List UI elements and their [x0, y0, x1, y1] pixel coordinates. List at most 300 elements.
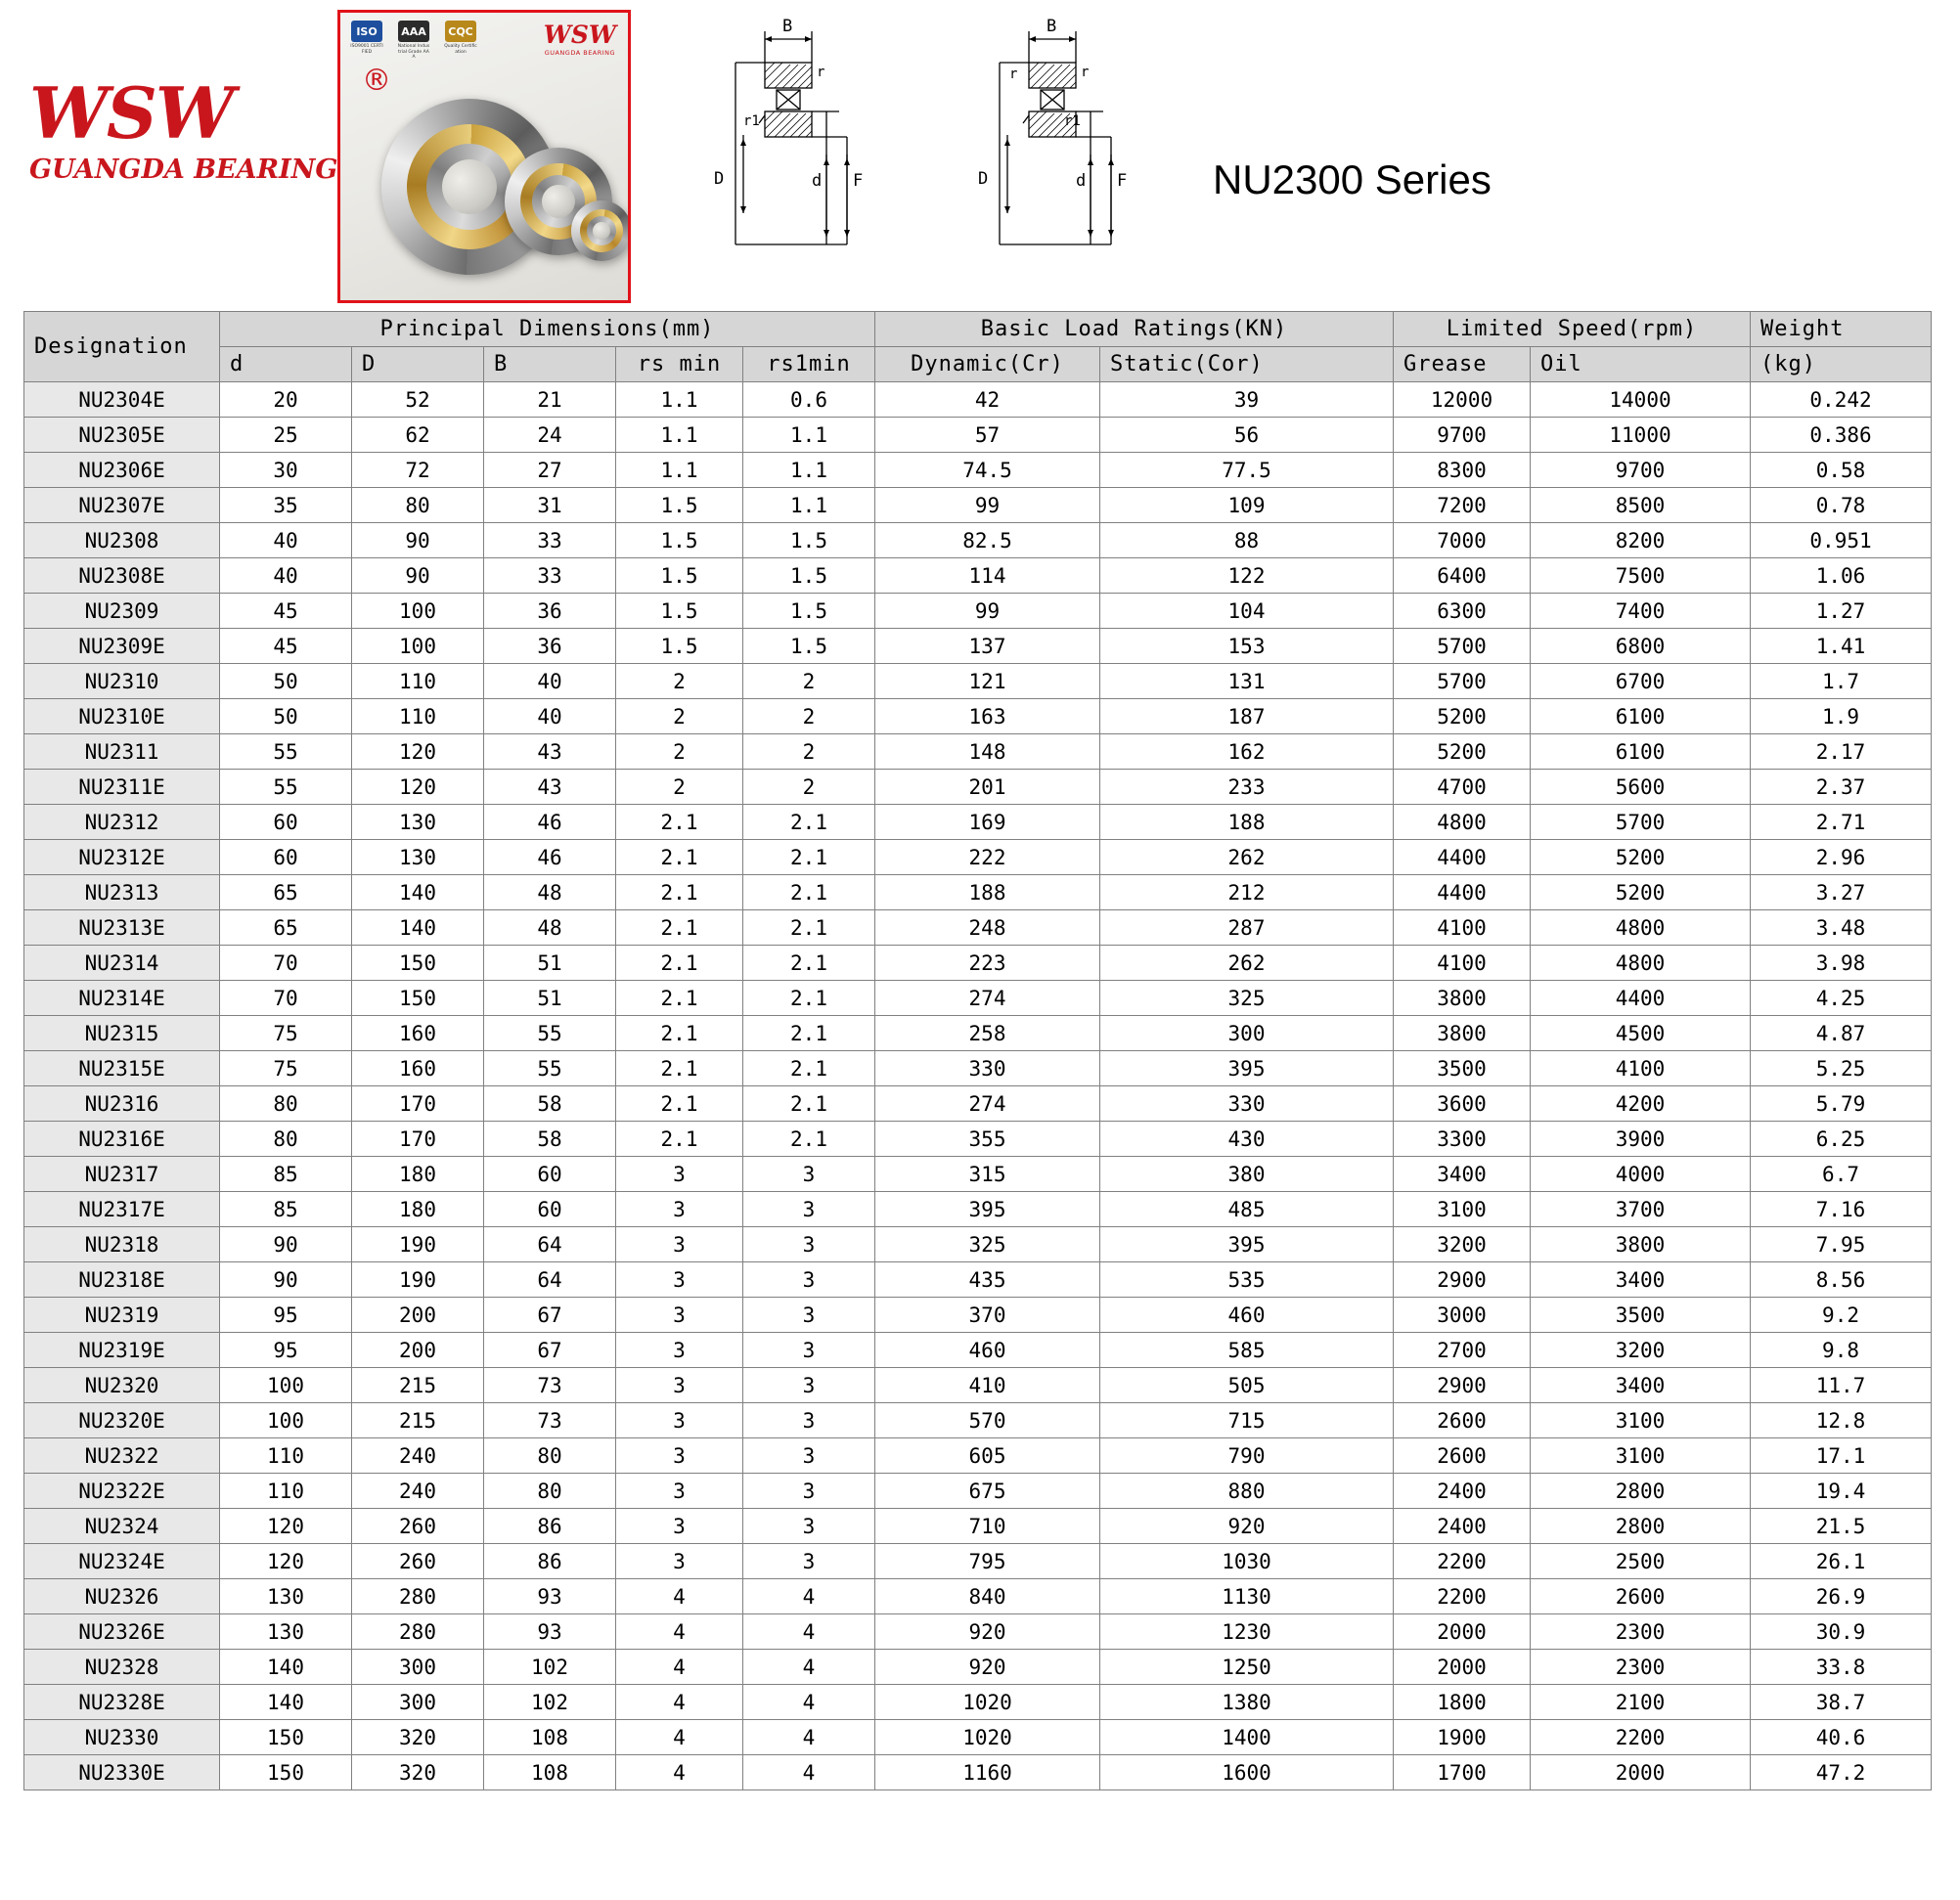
- cell-value: 1.5: [743, 558, 875, 594]
- cell-value: 3: [743, 1262, 875, 1298]
- cell-value: 300: [352, 1650, 484, 1685]
- table-row: [24, 805, 1932, 840]
- cell-value: 320: [352, 1755, 484, 1790]
- cell-value: 790: [1100, 1438, 1394, 1474]
- cell-value: 11000: [1531, 418, 1751, 453]
- cell-value: 2.1: [743, 1051, 875, 1086]
- cell-value: 75: [220, 1051, 352, 1086]
- cell-value: 120: [352, 770, 484, 805]
- cell-value: 12000: [1394, 382, 1531, 418]
- cell-value: 3800: [1531, 1227, 1751, 1262]
- cell-value: 4800: [1531, 910, 1751, 946]
- cell-value: 460: [875, 1333, 1100, 1368]
- cell-value: 3: [743, 1509, 875, 1544]
- label-B: B: [1047, 18, 1057, 36]
- cross-section-svg-1: [675, 18, 919, 282]
- cell-value: 2.1: [743, 910, 875, 946]
- cell-value: 2300: [1531, 1614, 1751, 1650]
- cell-value: 320: [352, 1720, 484, 1755]
- table-row: [24, 910, 1932, 946]
- cell-value: 1230: [1100, 1614, 1394, 1650]
- cell-value: 5600: [1531, 770, 1751, 805]
- cell-designation: NU2313E: [24, 910, 220, 946]
- cell-value: 1.1: [743, 453, 875, 488]
- cell-value: 163: [875, 699, 1100, 734]
- label-d: d: [812, 171, 823, 191]
- cell-value: 2: [743, 664, 875, 699]
- cell-value: 3400: [1394, 1157, 1531, 1192]
- cell-value: 75: [220, 1016, 352, 1051]
- cell-value: 38.7: [1751, 1685, 1932, 1720]
- cell-value: 9700: [1531, 453, 1751, 488]
- cell-value: 46: [484, 840, 616, 875]
- cell-value: 33: [484, 523, 616, 558]
- cell-value: 60: [220, 805, 352, 840]
- cert-aaa: [397, 21, 430, 61]
- cell-value: 140: [352, 910, 484, 946]
- cell-designation: NU2330: [24, 1720, 220, 1755]
- cell-designation: NU2315E: [24, 1051, 220, 1086]
- cell-value: 169: [875, 805, 1100, 840]
- cell-value: 100: [220, 1368, 352, 1403]
- cell-value: 2.1: [743, 946, 875, 981]
- cell-value: 25: [220, 418, 352, 453]
- cell-value: 4400: [1394, 875, 1531, 910]
- cell-value: 74.5: [875, 453, 1100, 488]
- cell-designation: NU2317E: [24, 1192, 220, 1227]
- cell-value: 114: [875, 558, 1100, 594]
- cell-value: 6400: [1394, 558, 1531, 594]
- cell-value: 2.1: [743, 1016, 875, 1051]
- cell-value: 50: [220, 699, 352, 734]
- header-grease: Grease: [1394, 347, 1531, 382]
- label-D: D: [978, 169, 989, 189]
- cell-value: 4: [743, 1579, 875, 1614]
- cell-value: 920: [875, 1614, 1100, 1650]
- cell-value: 395: [1100, 1051, 1394, 1086]
- cell-value: 5700: [1531, 805, 1751, 840]
- cell-value: 2000: [1394, 1614, 1531, 1650]
- cell-value: 17.1: [1751, 1438, 1932, 1474]
- cell-value: 110: [220, 1438, 352, 1474]
- cell-value: 100: [352, 594, 484, 629]
- cell-value: 1.5: [743, 594, 875, 629]
- cell-value: 215: [352, 1368, 484, 1403]
- cell-value: 3300: [1394, 1122, 1531, 1157]
- cell-value: 140: [352, 875, 484, 910]
- label-r1: r1: [1064, 113, 1081, 129]
- cell-value: 5200: [1394, 699, 1531, 734]
- cell-value: 0.386: [1751, 418, 1932, 453]
- cell-value: 102: [484, 1650, 616, 1685]
- cell-value: 7400: [1531, 594, 1751, 629]
- cell-value: 150: [220, 1720, 352, 1755]
- cell-value: 65: [220, 910, 352, 946]
- cell-value: 2300: [1531, 1650, 1751, 1685]
- table-group-header-row: [24, 312, 1932, 347]
- cell-value: 190: [352, 1227, 484, 1262]
- cell-value: 109: [1100, 488, 1394, 523]
- table-sub-header-row: [24, 347, 1932, 382]
- cell-value: 33.8: [1751, 1650, 1932, 1685]
- cell-value: 3: [616, 1544, 743, 1579]
- cell-value: 26.9: [1751, 1579, 1932, 1614]
- cell-value: 1.41: [1751, 629, 1932, 664]
- cell-value: 3500: [1394, 1051, 1531, 1086]
- cell-designation: NU2308E: [24, 558, 220, 594]
- table-row: [24, 1544, 1932, 1579]
- cell-value: 102: [484, 1685, 616, 1720]
- header-oil: Oil: [1531, 347, 1751, 382]
- cell-value: 3100: [1531, 1403, 1751, 1438]
- cell-designation: NU2324E: [24, 1544, 220, 1579]
- cell-value: 1.5: [616, 594, 743, 629]
- cell-designation: NU2319: [24, 1298, 220, 1333]
- cell-value: 3100: [1531, 1438, 1751, 1474]
- cell-value: 274: [875, 1086, 1100, 1122]
- cell-value: 2: [743, 770, 875, 805]
- cell-value: 21: [484, 382, 616, 418]
- cross-section-svg-2: [939, 18, 1183, 282]
- certification-marks: [350, 21, 477, 61]
- header-principal-dimensions: Principal Dimensions(mm): [220, 312, 875, 347]
- cell-value: 67: [484, 1333, 616, 1368]
- cell-value: 395: [875, 1192, 1100, 1227]
- cell-value: 2600: [1394, 1438, 1531, 1474]
- table-row: [24, 1227, 1932, 1262]
- cell-value: 3: [743, 1192, 875, 1227]
- cell-value: 3: [743, 1474, 875, 1509]
- cell-value: 2000: [1394, 1650, 1531, 1685]
- cell-value: 2.1: [616, 875, 743, 910]
- cell-value: 3: [743, 1157, 875, 1192]
- cell-value: 840: [875, 1579, 1100, 1614]
- cell-value: 40: [220, 523, 352, 558]
- header-weight: Weight: [1751, 312, 1932, 347]
- cell-value: 435: [875, 1262, 1100, 1298]
- cell-value: 3800: [1394, 981, 1531, 1016]
- nu-bearing-cross-section-1: [675, 18, 919, 282]
- cell-value: 3: [743, 1298, 875, 1333]
- cell-value: 24: [484, 418, 616, 453]
- cell-value: 2.1: [616, 1016, 743, 1051]
- cell-value: 7200: [1394, 488, 1531, 523]
- cell-value: 4200: [1531, 1086, 1751, 1122]
- cell-value: 920: [875, 1650, 1100, 1685]
- photo-brand-subtext: GUANGDA BEARING: [544, 49, 616, 57]
- cell-value: 160: [352, 1016, 484, 1051]
- photo-brand-logo: [544, 22, 616, 57]
- cell-value: 70: [220, 981, 352, 1016]
- cell-value: 150: [220, 1755, 352, 1790]
- cell-value: 99: [875, 488, 1100, 523]
- cell-value: 99: [875, 594, 1100, 629]
- cell-value: 2.1: [616, 1051, 743, 1086]
- cell-value: 58: [484, 1086, 616, 1122]
- cell-value: 3700: [1531, 1192, 1751, 1227]
- cell-value: 4: [616, 1579, 743, 1614]
- cell-value: 130: [352, 805, 484, 840]
- cell-value: 3: [743, 1227, 875, 1262]
- cell-value: 148: [875, 734, 1100, 770]
- cell-designation: NU2309E: [24, 629, 220, 664]
- table-row: [24, 946, 1932, 981]
- cell-value: 1900: [1394, 1720, 1531, 1755]
- cell-designation: NU2318E: [24, 1262, 220, 1298]
- cert-aaa-mark: AAA: [398, 21, 429, 42]
- table-row: [24, 629, 1932, 664]
- cell-value: 6100: [1531, 734, 1751, 770]
- cell-value: 140: [220, 1650, 352, 1685]
- cell-value: 274: [875, 981, 1100, 1016]
- logo-brand-text: WSW: [29, 71, 233, 155]
- cell-value: 240: [352, 1438, 484, 1474]
- cell-value: 150: [352, 946, 484, 981]
- cell-value: 505: [1100, 1368, 1394, 1403]
- cell-value: 47.2: [1751, 1755, 1932, 1790]
- header-rs-min: rs min: [616, 347, 743, 382]
- cert-iso-caption: ISO9001 CERTIFIED: [350, 44, 383, 55]
- cell-designation: NU2326E: [24, 1614, 220, 1650]
- cell-value: 2.1: [743, 840, 875, 875]
- cell-value: 1700: [1394, 1755, 1531, 1790]
- cell-value: 2400: [1394, 1474, 1531, 1509]
- cell-value: 60: [484, 1157, 616, 1192]
- cell-value: 4: [616, 1685, 743, 1720]
- cell-value: 4800: [1394, 805, 1531, 840]
- table-row: [24, 1509, 1932, 1544]
- cell-value: 1.5: [616, 488, 743, 523]
- cell-value: 8.56: [1751, 1262, 1932, 1298]
- cell-value: 137: [875, 629, 1100, 664]
- cell-value: 570: [875, 1403, 1100, 1438]
- cell-designation: NU2305E: [24, 418, 220, 453]
- cell-designation: NU2318: [24, 1227, 220, 1262]
- cell-value: 64: [484, 1262, 616, 1298]
- cell-value: 2.1: [616, 1086, 743, 1122]
- table-row: [24, 523, 1932, 558]
- cell-value: 55: [220, 734, 352, 770]
- cell-value: 46: [484, 805, 616, 840]
- cell-value: 2.1: [616, 840, 743, 875]
- cell-value: 2: [616, 770, 743, 805]
- cell-value: 430: [1100, 1122, 1394, 1157]
- table-row: [24, 558, 1932, 594]
- cell-value: 3: [616, 1474, 743, 1509]
- cell-value: 85: [220, 1157, 352, 1192]
- table-row: [24, 770, 1932, 805]
- cell-value: 130: [220, 1579, 352, 1614]
- cell-value: 39: [1100, 382, 1394, 418]
- cell-value: 287: [1100, 910, 1394, 946]
- cell-value: 67: [484, 1298, 616, 1333]
- cell-value: 43: [484, 734, 616, 770]
- cell-value: 64: [484, 1227, 616, 1262]
- cell-value: 95: [220, 1298, 352, 1333]
- cell-value: 3600: [1394, 1086, 1531, 1122]
- header-D: D: [352, 347, 484, 382]
- bearing-specification-table: [23, 311, 1932, 1790]
- cell-value: 3: [616, 1227, 743, 1262]
- label-r: r: [1081, 65, 1090, 80]
- cell-value: 0.242: [1751, 382, 1932, 418]
- cell-value: 121: [875, 664, 1100, 699]
- table-row: [24, 1685, 1932, 1720]
- photo-brand-text: WSW: [543, 21, 616, 49]
- logo-subtitle-text: GUANGDA BEARING: [29, 155, 338, 185]
- cell-value: 9700: [1394, 418, 1531, 453]
- cell-value: 72: [352, 453, 484, 488]
- cert-cqc-caption: Quality Certification: [444, 44, 477, 55]
- cell-value: 4: [743, 1614, 875, 1650]
- cell-value: 380: [1100, 1157, 1394, 1192]
- label-d: d: [1076, 171, 1087, 191]
- page-title: NU2300 Series: [1213, 156, 1492, 202]
- cell-value: 3: [616, 1298, 743, 1333]
- cell-value: 2200: [1394, 1544, 1531, 1579]
- cell-value: 1.5: [616, 523, 743, 558]
- page-header: [0, 0, 1960, 311]
- cell-value: 27: [484, 453, 616, 488]
- cell-value: 52: [352, 382, 484, 418]
- cell-designation: NU2311: [24, 734, 220, 770]
- cell-value: 95: [220, 1333, 352, 1368]
- table-row: [24, 664, 1932, 699]
- cell-designation: NU2319E: [24, 1333, 220, 1368]
- cell-designation: NU2326: [24, 1579, 220, 1614]
- header-d: d: [220, 347, 352, 382]
- cert-cqc: [444, 21, 477, 55]
- table-row: [24, 1298, 1932, 1333]
- cell-value: 2700: [1394, 1333, 1531, 1368]
- table-row: [24, 1051, 1932, 1086]
- cell-value: 201: [875, 770, 1100, 805]
- table-row: [24, 1438, 1932, 1474]
- cell-value: 1380: [1100, 1685, 1394, 1720]
- cell-value: 3100: [1394, 1192, 1531, 1227]
- cell-value: 62: [352, 418, 484, 453]
- cell-value: 6.7: [1751, 1157, 1932, 1192]
- cell-value: 55: [220, 770, 352, 805]
- cell-value: 325: [1100, 981, 1394, 1016]
- cell-value: 21.5: [1751, 1509, 1932, 1544]
- cell-value: 4800: [1531, 946, 1751, 981]
- cell-value: 2: [743, 734, 875, 770]
- cell-value: 3.27: [1751, 875, 1932, 910]
- cell-value: 4500: [1531, 1016, 1751, 1051]
- cell-value: 280: [352, 1614, 484, 1650]
- cell-value: 3000: [1394, 1298, 1531, 1333]
- table-row: [24, 382, 1932, 418]
- cell-value: 162: [1100, 734, 1394, 770]
- cell-value: 40: [484, 699, 616, 734]
- cell-value: 2.1: [616, 981, 743, 1016]
- cell-value: 8300: [1394, 453, 1531, 488]
- table-row: [24, 840, 1932, 875]
- cell-value: 65: [220, 875, 352, 910]
- cell-value: 1.7: [1751, 664, 1932, 699]
- cell-value: 3: [743, 1403, 875, 1438]
- cell-value: 3200: [1394, 1227, 1531, 1262]
- cell-value: 80: [352, 488, 484, 523]
- cell-value: 8500: [1531, 488, 1751, 523]
- cell-value: 1.9: [1751, 699, 1932, 734]
- cell-value: 3: [616, 1192, 743, 1227]
- cell-value: 460: [1100, 1298, 1394, 1333]
- cell-value: 1.1: [616, 382, 743, 418]
- header-weight-unit: (kg): [1751, 347, 1932, 382]
- cell-value: 4: [616, 1720, 743, 1755]
- cell-value: 26.1: [1751, 1544, 1932, 1579]
- cell-value: 2400: [1394, 1509, 1531, 1544]
- cell-value: 4700: [1394, 770, 1531, 805]
- cell-value: 93: [484, 1579, 616, 1614]
- cell-value: 160: [352, 1051, 484, 1086]
- cell-value: 315: [875, 1157, 1100, 1192]
- cell-value: 605: [875, 1438, 1100, 1474]
- cell-value: 2900: [1394, 1262, 1531, 1298]
- cell-value: 262: [1100, 946, 1394, 981]
- cell-value: 0.951: [1751, 523, 1932, 558]
- cell-value: 30.9: [1751, 1614, 1932, 1650]
- cell-value: 355: [875, 1122, 1100, 1157]
- cell-designation: NU2315: [24, 1016, 220, 1051]
- label-F: F: [853, 171, 864, 191]
- cell-value: 80: [484, 1474, 616, 1509]
- cell-value: 300: [1100, 1016, 1394, 1051]
- cell-value: 5200: [1531, 875, 1751, 910]
- cell-value: 715: [1100, 1403, 1394, 1438]
- cell-value: 6800: [1531, 629, 1751, 664]
- cell-value: 1.1: [743, 488, 875, 523]
- cell-value: 153: [1100, 629, 1394, 664]
- cell-value: 1.1: [743, 418, 875, 453]
- cert-aaa-caption: National Industrial Grade AAA: [397, 44, 430, 61]
- cell-value: 43: [484, 770, 616, 805]
- table-row: [24, 1262, 1932, 1298]
- label-r-left: r: [1009, 66, 1018, 82]
- cell-designation: NU2310E: [24, 699, 220, 734]
- cell-value: 30: [220, 453, 352, 488]
- cell-value: 2800: [1531, 1509, 1751, 1544]
- cell-value: 2.37: [1751, 770, 1932, 805]
- cell-value: 170: [352, 1122, 484, 1157]
- cell-designation: NU2312E: [24, 840, 220, 875]
- cell-value: 0.78: [1751, 488, 1932, 523]
- cell-value: 190: [352, 1262, 484, 1298]
- cell-value: 7500: [1531, 558, 1751, 594]
- cell-value: 5200: [1394, 734, 1531, 770]
- bearing-product-photo: [337, 10, 631, 303]
- cell-designation: NU2322: [24, 1438, 220, 1474]
- cell-value: 330: [1100, 1086, 1394, 1122]
- cell-value: 3: [616, 1157, 743, 1192]
- cell-value: 4: [616, 1755, 743, 1790]
- cell-value: 6700: [1531, 664, 1751, 699]
- table-row: [24, 1579, 1932, 1614]
- cell-designation: NU2310: [24, 664, 220, 699]
- cell-value: 1.1: [616, 418, 743, 453]
- cell-value: 86: [484, 1544, 616, 1579]
- cell-value: 1.27: [1751, 594, 1932, 629]
- cell-value: 4.87: [1751, 1016, 1932, 1051]
- cell-value: 108: [484, 1720, 616, 1755]
- cell-value: 100: [220, 1403, 352, 1438]
- cell-value: 4100: [1394, 910, 1531, 946]
- table-row: [24, 699, 1932, 734]
- header-B: B: [484, 347, 616, 382]
- cell-value: 3.48: [1751, 910, 1932, 946]
